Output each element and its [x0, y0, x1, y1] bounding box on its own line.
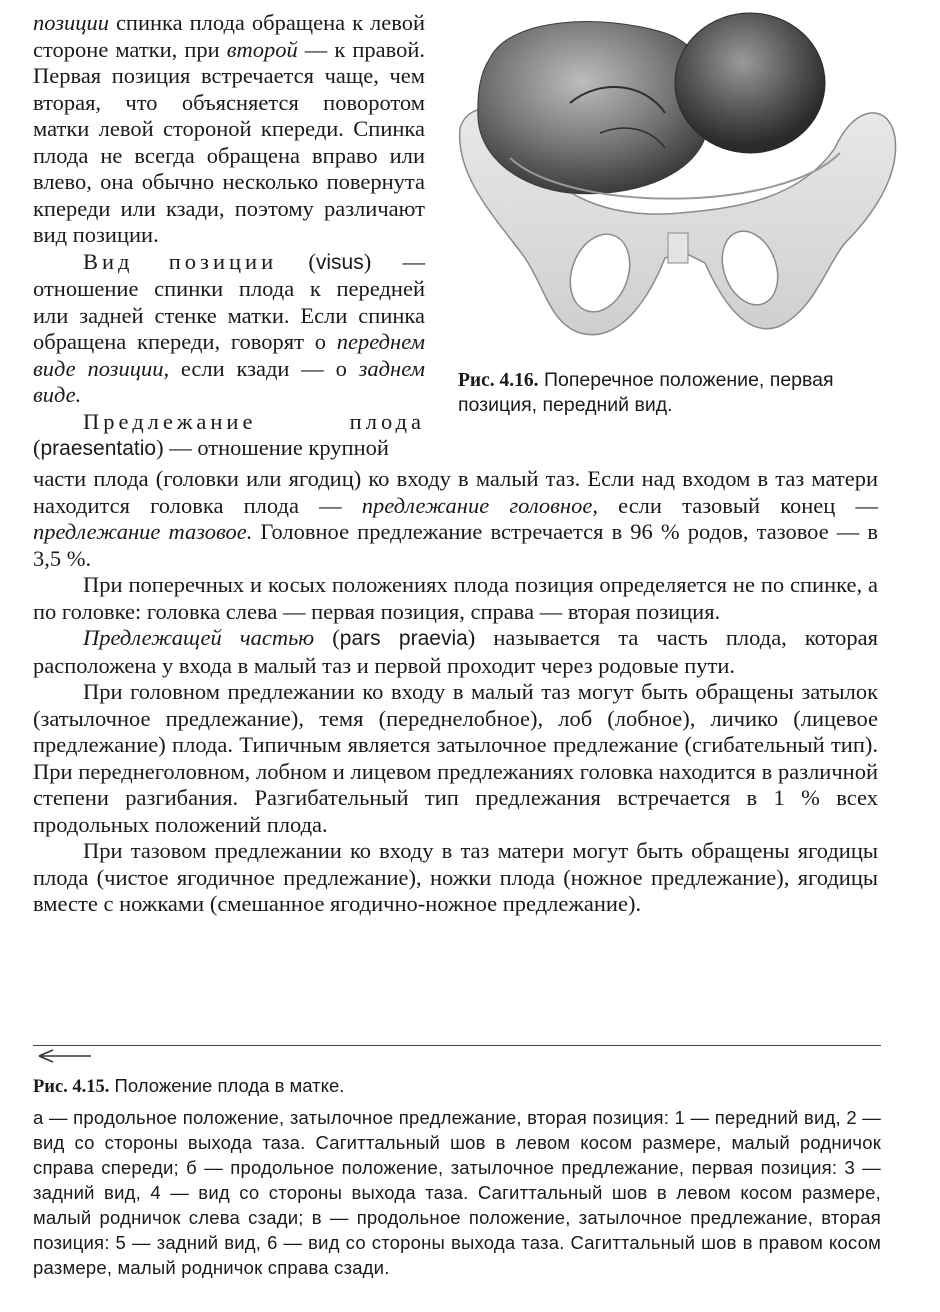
fetus-body — [478, 22, 711, 194]
column-text — [33, 10, 425, 463]
arrow-left-icon — [35, 1048, 95, 1072]
paragraph-predlezhanie-start: Предлежание плода (praesentatio) — отношение крупной — [33, 408, 425, 460]
figure-4-15-body: а — продольное положение, затылочное предлежание, вторая позиция: 1 — передний вид, 2 — вид со стороны выхода таза. Сагиттальный шов в левом косом размере, малый родничок справа спереди; б — продольное положение, затылочное предлежание, первая позиция: 3 — задний вид, 4 — вид со стороны выхода таза. Сагиттальный шов в левом косом размере, малый родничок слева сзади; в — продольное положение, затылочное предлежание, вторая позиция: 5 — задний вид, 6 — вид со стороны выхода таза. Сагиттальный шов в правом косом размере, малый родничок справа сзади. — [33, 1107, 881, 1278]
paragraph-breech-presentation: При тазовом предлежании ко входу в таз матери могут быть обращены ягодицы плода (чистое ягодичное предлежание), ножки плода (ножное предлежание), ягодицы вместе с ножками (смешанное ягодично-ножное предлежание). — [33, 838, 878, 916]
paragraph-transverse-position: При поперечных и косых положениях плода позиция определяется не по спинке, а по головке: головка слева — первая позиция, справа — вторая позиция. — [33, 572, 878, 624]
paragraph-vid-pozicii: Вид позиции (visus) — отношение спинки плода к передней или задней стенке матки. Если спинка обращена кпереди, говорят о переднем виде позиции, если кзади — о заднем виде. — [33, 248, 425, 407]
figure-4-15-caption — [33, 1073, 881, 1280]
divider-line — [33, 1045, 881, 1046]
paragraph-position-continuation: позиции спинка плода обращена к левой стороне матки, при второй — к правой. Первая позиция встречается чаще, чем вторая, что объясняется поворотом матки левой стороной кпереди. Спинка плода не всегда обращена вправо или влево, она обычно несколько повернута кпереди или кзади, поэтому различают вид позиции. — [33, 10, 425, 247]
pelvis-fetus-drawing — [450, 8, 900, 363]
paragraph-presenting-part: Предлежащей частью (pars praevia) называется та часть плода, которая расположена у входа в малый таз и первой проходит через родовые пути. — [33, 625, 879, 678]
paragraph-predlezhanie-cont: части плода (головки или ягодиц) ко входу в малый таз. Если над входом в таз матери находится головка плода — предлежание головное, если тазовый конец — предлежание тазовое. Головное предлежание встречается в 96 % родов, тазовое — в 3,5 %. — [33, 466, 878, 571]
full-width-text — [33, 466, 878, 918]
term-predlezhanie: Предлежание плода — [83, 408, 425, 434]
fetus-head — [675, 13, 825, 153]
paragraph-head-presentation: При головном предлежании ко входу в малый таз могут быть обращены затылок (затылочное предлежание), темя (переднелобное), лоб (лобное), личико (лицевое предлежание) плода. Типичным является затылочное предлежание (сгибательный тип). При переднеголовном, лобном и лицевом предлежаниях головка находится в различной степени разгибания. Разгибательный тип предлежания встречается в 1 % всех продольных положений плода. — [33, 679, 878, 837]
term-vid-pozicii: Вид позиции — [83, 248, 278, 274]
figure-4-16-illustration — [450, 8, 900, 363]
figure-4-15-title: Рис. 4.15. Положение плода в матке. — [33, 1075, 345, 1097]
figure-4-16-caption: Рис. 4.16. Поперечное положение, первая позиция, передний вид. — [458, 369, 834, 416]
